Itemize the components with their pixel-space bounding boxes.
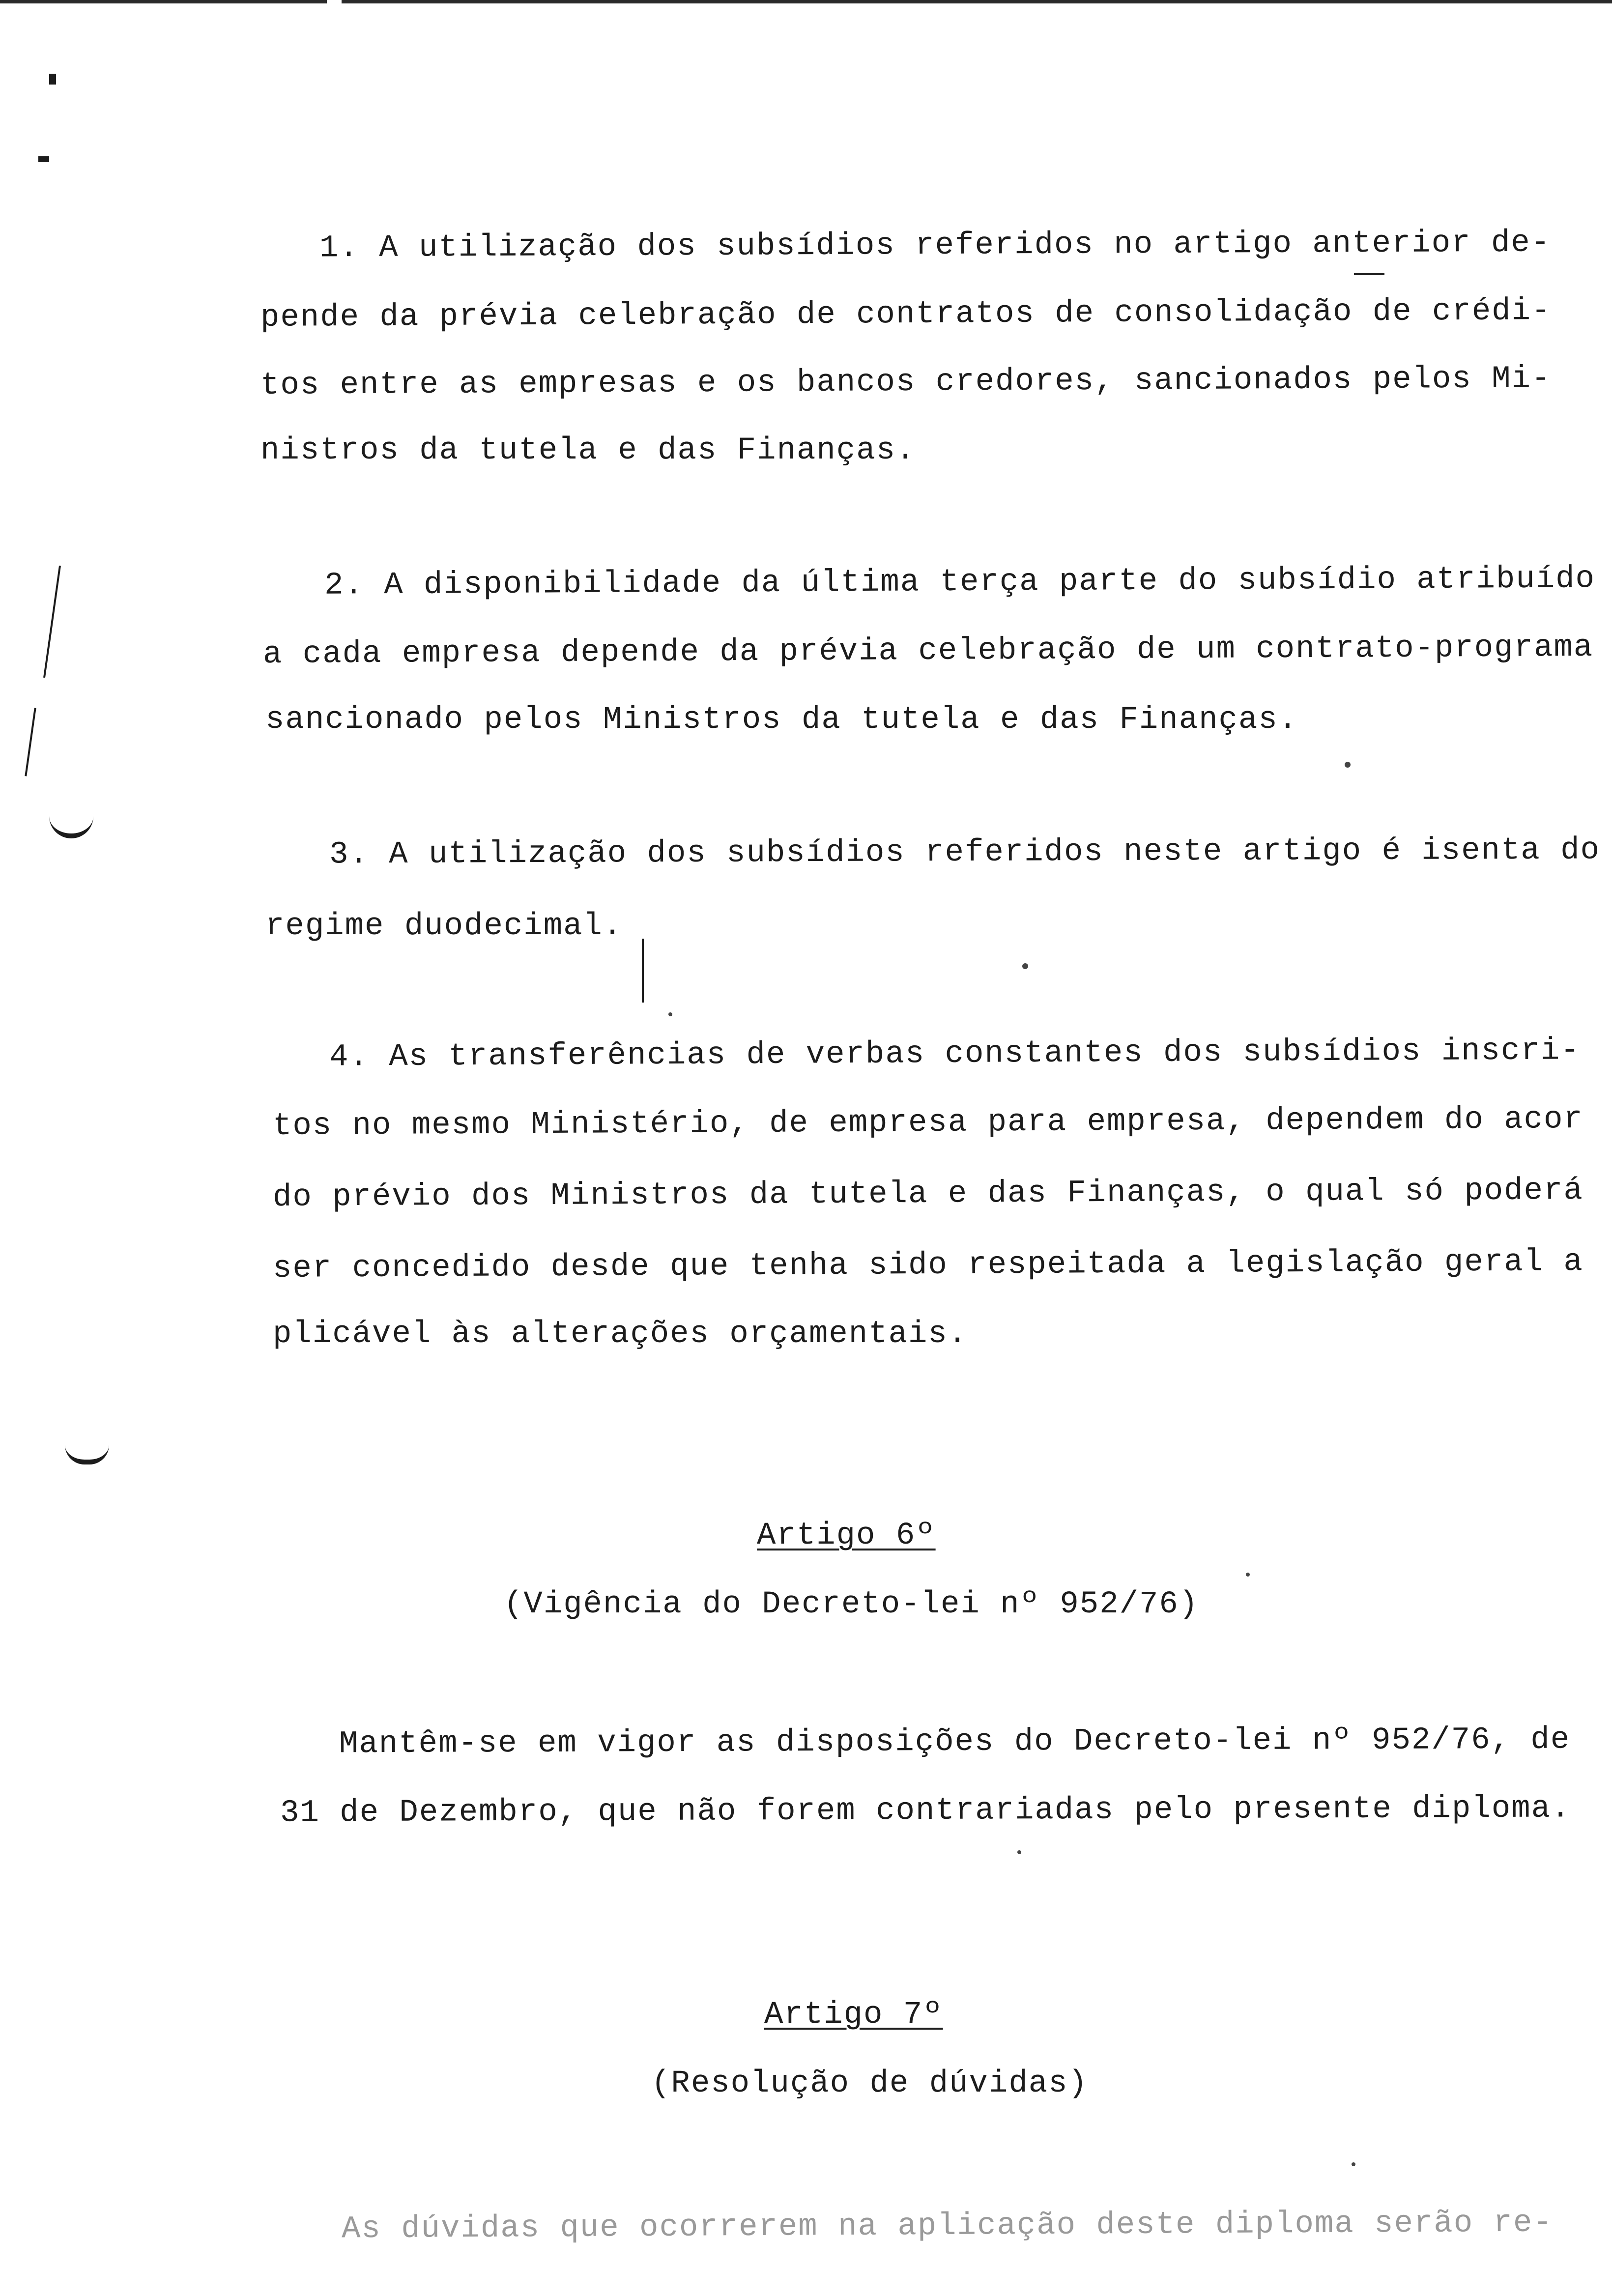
article-7-heading: Artigo 7º [764, 1997, 943, 2033]
scan-line [642, 939, 644, 1003]
scan-dot [1345, 762, 1351, 768]
paragraph-3-line-1: 3. A utilização dos subsídios referidos neste artigo é isenta do [329, 832, 1601, 873]
paragraph-4-line-5: plicável às alterações orçamentais. [273, 1317, 968, 1352]
scan-line [1354, 273, 1384, 275]
scan-line [43, 566, 61, 678]
article-7-line-1: As dúvidas que ocorrerem na aplicação deste diploma serão re- [341, 2205, 1553, 2247]
scan-arc [65, 1445, 109, 1464]
scan-line [25, 708, 36, 776]
paragraph-1-line-4: nistros da tutela e das Finanças. [260, 433, 916, 468]
paragraph-1-line-2: pende da prévia celebração de contratos de consolidação de crédi- [260, 293, 1552, 336]
paragraph-2-line-2: a cada empresa depende da prévia celebração de um contrato-programa [262, 630, 1594, 673]
paragraph-2-line-1: 2. A disponibilidade da última terça parte do subsídio atribuído [324, 561, 1596, 603]
scan-arc [49, 816, 93, 838]
scan-dot [1352, 2162, 1355, 2166]
scan-dot [1022, 963, 1028, 969]
paragraph-4-line-4: ser concedido desde que tenha sido respeitada a legislação geral a [272, 1244, 1583, 1287]
paragraph-1-line-3: tos entre as empresas e os bancos credores, sancionados pelos Mi- [260, 361, 1552, 403]
paragraph-3-line-2: regime duodecimal. [265, 909, 623, 944]
scan-speck [49, 74, 56, 85]
scan-dot [1246, 1573, 1250, 1577]
paragraph-4-line-2: tos no mesmo Ministério, de empresa para empresa, dependem do acor [272, 1102, 1583, 1144]
paragraph-4-line-1: 4. As transferências de verbas constantes dos subsídios inscri- [329, 1033, 1581, 1075]
paragraph-4-line-3: do prévio dos Ministros da tutela e das Finanças, o qual só poderá [272, 1173, 1583, 1215]
article-6-line-1: Mantêm-se em vigor as disposições do Decreto-lei nº 952/76, de [339, 1722, 1571, 1762]
top-scan-rule-gap [327, 0, 342, 4]
paragraph-2-line-3: sancionado pelos Ministros da tutela e das Finanças. [265, 702, 1298, 738]
article-6-heading: Artigo 6º [757, 1518, 936, 1553]
article-6-subtitle: (Vigência do Decreto-lei nº 952/76) [504, 1587, 1199, 1622]
paragraph-1-line-1: 1. A utilização dos subsídios referidos no artigo anterior de- [319, 225, 1551, 266]
scan-dot [668, 1012, 672, 1016]
article-7-subtitle: (Resolução de dúvidas) [651, 2066, 1088, 2101]
article-6-line-2: 31 de Dezembro, que não forem contrariadas pelo presente diploma. [280, 1791, 1571, 1831]
scan-speck [38, 156, 49, 162]
scan-dot [1017, 1850, 1021, 1854]
top-scan-rule [0, 0, 1612, 3]
